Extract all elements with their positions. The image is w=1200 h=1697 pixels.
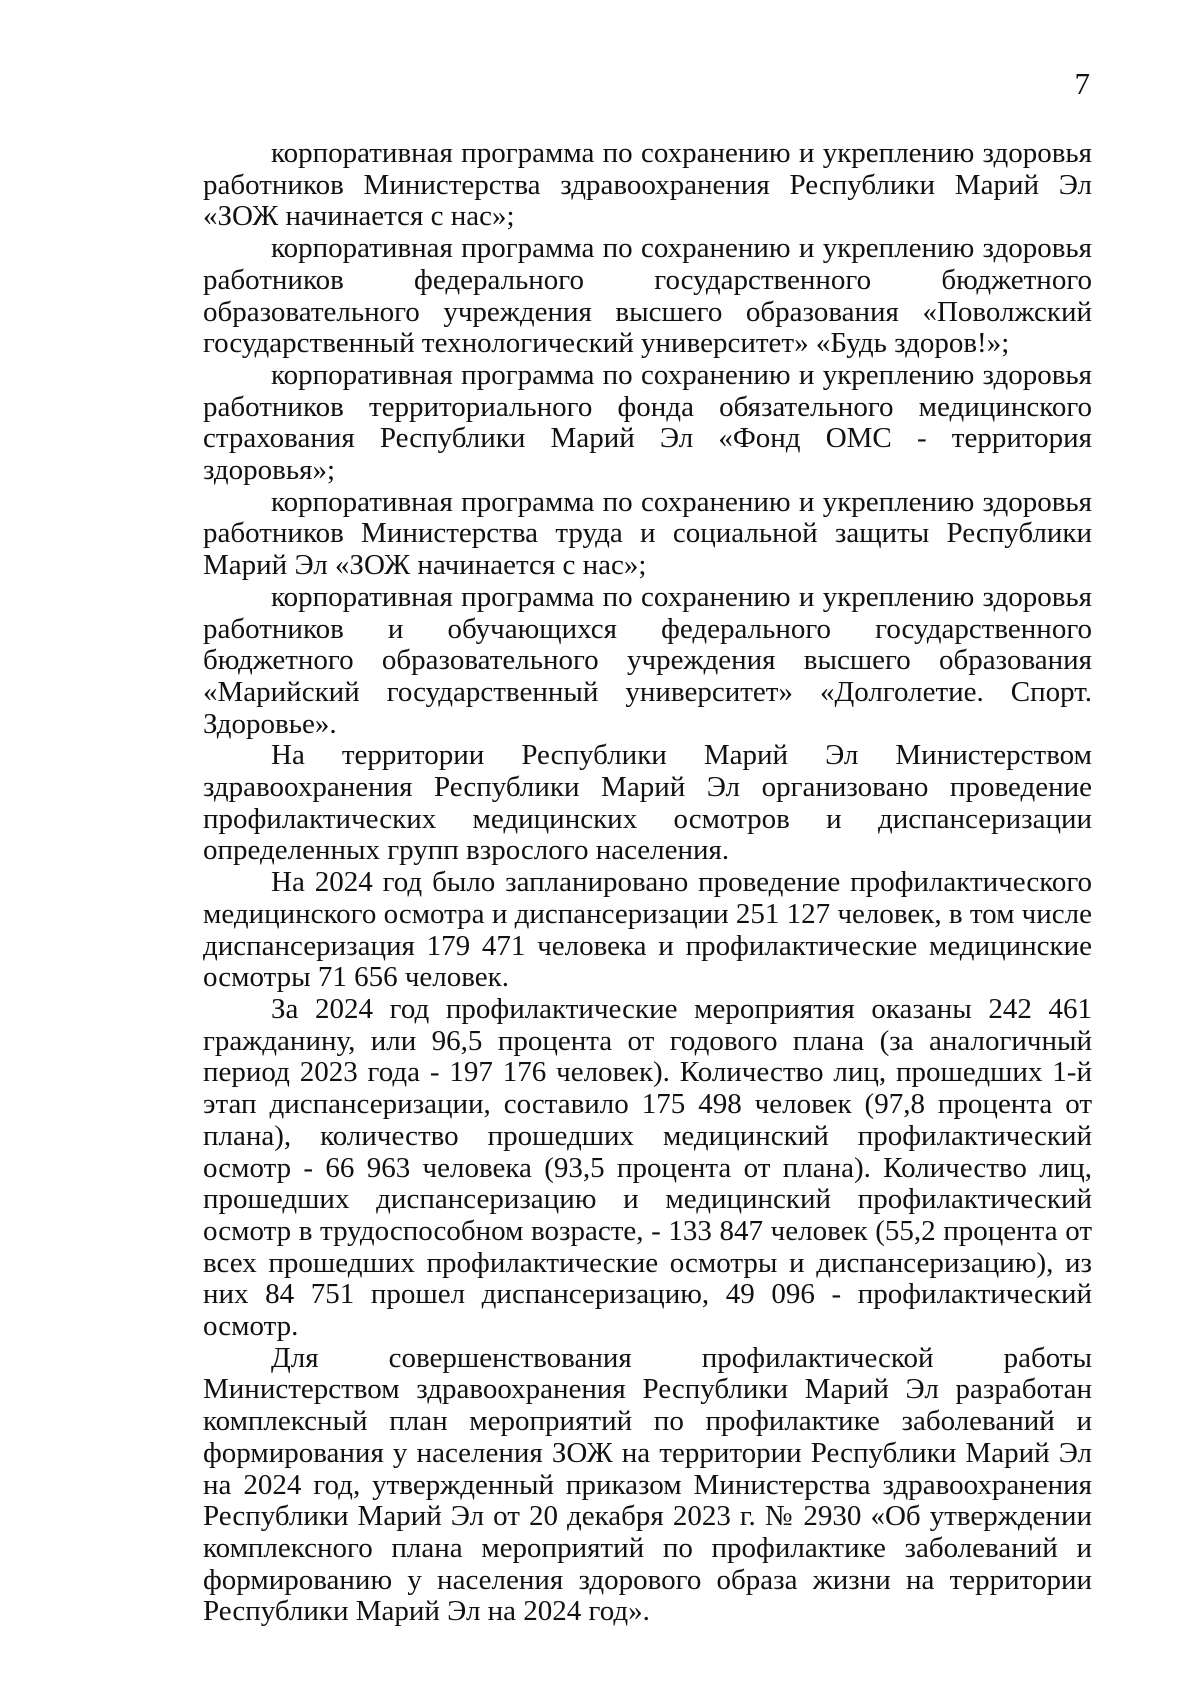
paragraph-program-volgatech: корпоративная программа по сохранению и укреплению здоровья работников федерального государственного бюджетного образовательного учреждения высшего образования «Поволжский государственный технологический университет» «Будь здоров!»; bbox=[203, 232, 1092, 360]
paragraph-program-foms: корпоративная программа по сохранению и укреплению здоровья работников территориального фонда обязательного медицинского страхования Республики Марий Эл «Фонд ОМС - территория здоровья»; bbox=[203, 358, 1092, 487]
paragraph-program-marsu: корпоративная программа по сохранению и укреплению здоровья работников и обучающихся федерального государственного бюджетного образовательного учреждения высшего образования «Марийский государственный университет» «Долголетие. Спорт. Здоровье». bbox=[203, 580, 1092, 740]
paragraph-checkups-organized: На территории Республики Марий Эл Министерством здравоохранения Республики Марий Эл организовано проведение профилактических медицинских осмотров и диспансеризации определенных групп взрослого населения. bbox=[203, 739, 1092, 867]
document-body bbox=[203, 138, 1092, 1628]
paragraph-2024-plan: На 2024 год было запланировано проведение профилактического медицинского осмотра и диспансеризации 251 127 человек, в том числе диспансеризация 179 471 человека и профилактические медицинские осмотры 71 656 человек. bbox=[203, 866, 1092, 994]
paragraph-program-minzdrav: корпоративная программа по сохранению и укреплению здоровья работников Министерства здравоохранения Республики Марий Эл «ЗОЖ начинается с нас»; bbox=[203, 137, 1092, 233]
page-number: 7 bbox=[1074, 66, 1090, 101]
paragraph-prevention-plan: Для совершенствования профилактической работы Министерством здравоохранения Республики Марий Эл разработан комплексный план мероприятий по профилактике заболеваний и формирования у населения ЗОЖ на территории Республики Марий Эл на 2024 год, утвержденный приказом Министерства здравоохранения Республики Марий Эл от 20 декабря 2023 г. № 2930 «Об утверждении комплексного плана мероприятий по профилактике заболеваний и формированию у населения здорового образа жизни на территории Республики Марий Эл на 2024 год». bbox=[203, 1341, 1092, 1628]
paragraph-2024-results: За 2024 год профилактические мероприятия оказаны 242 461 гражданину, или 96,5 процента от годового плана (за аналогичный период 2023 года - 197 176 человек). Количество лиц, прошедших 1-й этап диспансеризации, составило 175 498 человек (97,8 процента от плана), количество прошедших медицинский профилактический осмотр - 66 963 человека (93,5 процента от плана). Количество лиц, прошедших диспансеризацию и медицинский профилактический осмотр в трудоспособном возрасте, - 133 847 человек (55,2 процента от всех прошедших профилактические осмотры и диспансеризацию), из них 84 751 прошел диспансеризацию, 49 096 - профилактический осмотр. bbox=[203, 992, 1092, 1343]
paragraph-program-mintrud: корпоративная программа по сохранению и укреплению здоровья работников Министерства труда и социальной защиты Республики Марий Эл «ЗОЖ начинается с нас»; bbox=[203, 485, 1092, 582]
